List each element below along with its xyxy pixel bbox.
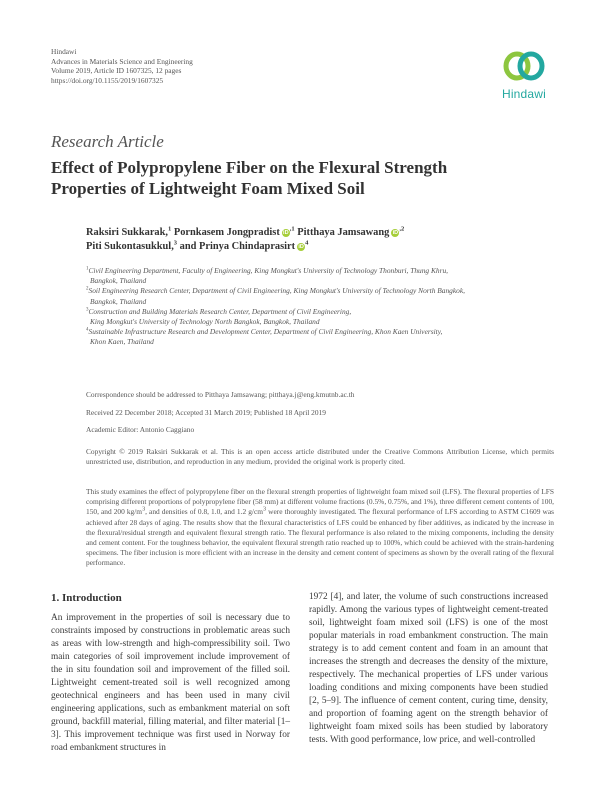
affiliation-number: 2 (86, 286, 89, 292)
affiliation-line: Khon Kaen, Thailand (90, 337, 154, 347)
publication-dates: Received 22 December 2018; Accepted 31 March 2019; Published 18 April 2019 (86, 408, 326, 417)
author-name: Raksiri Sukkarak, (86, 227, 168, 238)
author-affil-sup: ,2 (399, 225, 405, 233)
body-column-right: 1972 [4], and later, the volume of such constructions increased rapidly. Among the various types of lightweight cement-treated soil, lightweight foam mixed soil (LFS) is one of the most popular materials in road embankment construction. The main strategy is to add cement content and foam in an amount that increases the strength and decreases the density of the mixture, respectively. The mechanical properties of LFS under various loading conditions and mixing components have been studied [2, 5–9]. The influence of cement content, curing time, density, and proportion of foaming agent on the strength behavior of lightweight foam mixed soils has been studied by laboratory tests. With good performance, low price, and well-controlled (309, 592, 548, 745)
journal-masthead (51, 47, 193, 85)
author-name: Piti Sukontasukkul, (86, 241, 174, 252)
section-heading-introduction: 1. Introduction (51, 592, 122, 604)
abstract-superscript: 3 (142, 506, 146, 513)
author-affil-sup: ,1 (289, 225, 295, 233)
academic-editor: Academic Editor: Antonio Caggiano (86, 425, 195, 434)
abstract (86, 487, 554, 569)
hindawi-logo (494, 48, 554, 101)
paper-title: Effect of Polypropylene Fiber on the Flexural Strength Properties of Lightweight Foam Mixed Soil (51, 158, 448, 198)
affiliation-line: Civil Engineering Department, Faculty of Engineering, King Mongkut's University of Technology Thonburi, Thung Khru, (88, 266, 449, 275)
author-name: and Prinya Chindaprasirt (179, 241, 296, 252)
affiliation-line: Construction and Building Materials Research Center, Department of Civil Engineering, (88, 306, 352, 316)
orcid-icon[interactable]: iD (392, 230, 399, 236)
affiliation (86, 327, 556, 347)
author-affil-sup: 1 (168, 225, 172, 233)
affiliation-line: Bangkok, Thailand (90, 276, 147, 286)
abstract-text: were thoroughly investigated. The flexural performance of LFS according to ASTM C1609 was achieved after 28 days of aging. The results show that the flexural characteristics of LFS could be enhanced by fiber additives, as indicated by the increase in the flexural/residual strength and equivalent flexural strength ratio. The flexural performance is also related to the mixing components, including the density and cement content. For the toughness behavior, the equivalent flexural strength ratio reached up to 100%, which could be achieved with the strain-hardening specimens. The fiber inclusion is more efficient with an increase in the density and cement content of specimens as shown by the overall rating of the flexural performance. (86, 507, 554, 568)
author-affil-sup: 3 (173, 239, 178, 247)
affiliation-line: Soil Engineering Research Center, Department of Civil Engineering, King Mongkut's University of Technology North Bangkok, (88, 286, 465, 296)
hindawi-logo-icon (502, 48, 546, 84)
orcid-icon[interactable]: iD (298, 244, 304, 250)
author-name: Pornkasem Jongpradist (173, 227, 280, 238)
abstract-text: This study examines the effect of polypropylene fiber on the flexural strength properties of lightweight foam mixed soil (LFS). The flexural properties of LFS comprising different proportions of polypropylene fiber (58 mm) at different volume fractions (0.5%, 0.75%, and 1%), three different cement contents of 100, 150, and 200 kg/m (86, 487, 554, 517)
publisher-name: Hindawi (51, 47, 77, 56)
affiliation (86, 266, 556, 286)
copyright-notice: Copyright © 2019 Raksiri Sukkarak et al. This is an open access article distributed under the Creative Commons Attribution License, which permits unrestricted use, distribution, and reproduction in any medium, provided the original work is properly cited. (86, 447, 554, 467)
correspondence: Correspondence should be addressed to Pitthaya Jamsawang; pitthaya.j@eng.kmutnb.ac.th (86, 390, 355, 399)
affiliation (86, 286, 556, 306)
author-name: Pitthaya Jamsawang (297, 227, 390, 238)
doi-link[interactable]: https://doi.org/10.1155/2019/1607325 (51, 75, 164, 85)
affiliation-number: 4 (86, 327, 89, 333)
abstract-text: , and densities of 0.8, 1.0, and 1.2 g/cm (145, 507, 264, 517)
journal-name: Advances in Materials Science and Engineering (51, 56, 193, 66)
affiliation (86, 307, 556, 327)
article-type: Research Article (51, 132, 164, 151)
abstract-superscript: 3 (263, 506, 267, 513)
affiliation-line: King Mongkut's University of Technology North Bangkok, Bangkok, Thailand (90, 317, 320, 327)
volume-info: Volume 2019, Article ID 1607325, 12 pages (51, 66, 182, 76)
hindawi-logo-text: Hindawi (501, 87, 547, 101)
affiliation-number: 3 (86, 307, 89, 313)
affiliation-list (86, 266, 556, 348)
author-list (86, 226, 506, 254)
body-column-left: An improvement in the properties of soil is necessary due to constraints imposed by constructions in problematic areas such as areas with low-strength and high-compressibility soil. Two main categories of soil improvement include improvement of the in situ foundation soil and improvement of the filled soil. Lightweight cement-treated soil is well recognized among geotechnical engineers and has been used in many civil engineering applications, such as embankment material on soft ground, backfill material, filling material, and filter material [1–3]. This improvement technique was first used in Norway for road embankment structures in (51, 613, 290, 753)
affiliation-line: Bangkok, Thailand (90, 296, 147, 306)
affiliation-number: 1 (86, 266, 89, 272)
orcid-icon[interactable]: iD (283, 230, 289, 236)
author-affil-sup: 4 (305, 239, 309, 247)
affiliation-line: Sustainable Infrastructure Research and Development Center, Department of Civil Engineering, Khon Kaen University, (88, 327, 443, 337)
